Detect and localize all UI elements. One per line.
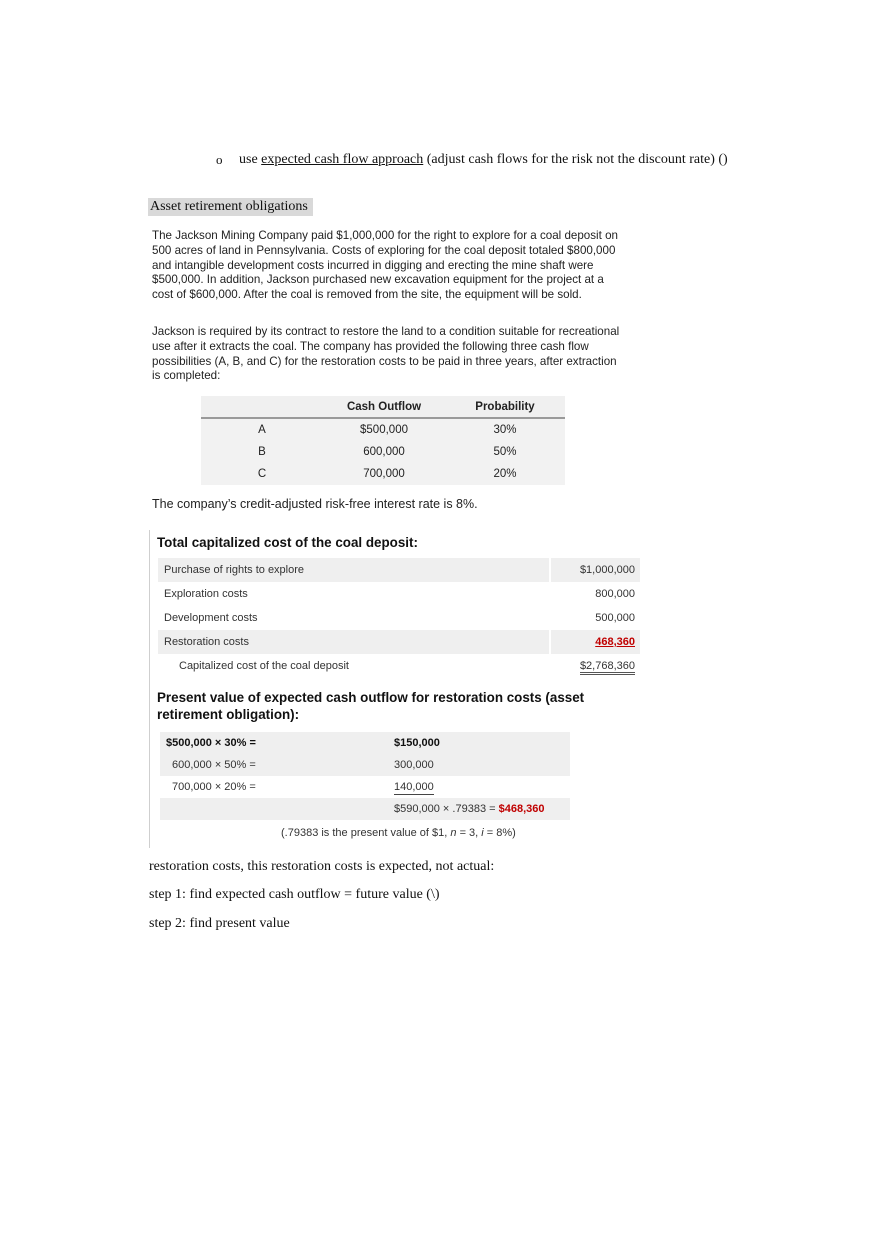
note-text: (.79383 is the present value of $1, <box>281 827 451 839</box>
present-value-table <box>160 732 570 820</box>
total-cell <box>378 798 570 820</box>
table-row <box>160 754 570 776</box>
pv-note <box>281 827 516 839</box>
result-cell: $150,000 <box>378 732 570 754</box>
calc-cell: $500,000 × 30% = <box>160 732 378 754</box>
row-value: 800,000 <box>595 588 635 600</box>
bullet-marker: o <box>216 152 223 167</box>
note-n: n <box>450 827 457 839</box>
table-row <box>158 558 640 582</box>
table-row <box>158 606 640 630</box>
interest-rate-text: The company’s credit-adjusted risk-free interest rate is 8%. <box>152 497 478 511</box>
expected-cash-flow-link[interactable]: expected cash flow approach <box>261 152 424 167</box>
table-cell: A <box>201 418 323 441</box>
note-line-2: step 1: find expected cash outflow = future value (\) <box>149 887 440 902</box>
bullet-prefix: use <box>239 152 262 167</box>
table-cell: 30% <box>445 418 565 441</box>
result-cell: 300,000 <box>378 754 570 776</box>
present-value-title: Present value of expected cash outflow for restoration costs (asset retirement obligation): <box>157 690 585 722</box>
row-label: Exploration costs <box>164 588 248 600</box>
table-cell: B <box>201 441 323 463</box>
calc-cell: 700,000 × 20% = <box>172 781 256 793</box>
note-i: i <box>481 827 484 839</box>
table-header <box>201 396 323 418</box>
row-label: Development costs <box>164 612 258 624</box>
restoration-cost-value: 468,360 <box>595 636 635 648</box>
note-line-1: restoration costs, this restoration costs is expected, not actual: <box>149 859 495 874</box>
bullet-suffix: (adjust cash flows for the risk not the discount rate) () <box>423 152 728 167</box>
calc-cell <box>160 798 378 820</box>
table-cell: $500,000 <box>323 418 445 441</box>
note-line-3: step 2: find present value <box>149 916 290 931</box>
table-header-row <box>201 396 565 418</box>
total-capitalized-value: $2,768,360 <box>580 660 635 675</box>
problem-paragraph-2: Jackson is required by its contract to restore the land to a condition suitable for recreational use after it extracts the coal. The company has provided the following three cash flow possibilities (A, B, and C) for the restoration costs to be paid in three years, after extraction is completed: <box>152 325 620 383</box>
row-value <box>550 630 640 654</box>
result-cell <box>378 776 570 798</box>
total-formula: $590,000 × .79383 = <box>394 803 499 815</box>
table-cell: 50% <box>445 441 565 463</box>
table-row <box>201 418 565 441</box>
section-heading: Asset retirement obligations <box>148 198 313 216</box>
table-row <box>160 798 570 820</box>
divider <box>149 530 150 848</box>
row-value: 500,000 <box>595 612 635 624</box>
capitalized-cost-table <box>158 558 640 678</box>
row-label: Capitalized cost of the coal deposit <box>179 660 349 672</box>
table-cell: 700,000 <box>323 463 445 485</box>
table-cell: C <box>201 463 323 485</box>
row-label: Purchase of rights to explore <box>158 558 550 582</box>
table-row <box>158 654 640 678</box>
last-result-value: 140,000 <box>394 781 434 793</box>
capitalized-cost-title: Total capitalized cost of the coal deposit: <box>157 535 418 550</box>
calc-cell: 600,000 × 50% = <box>160 754 378 776</box>
table-row <box>158 630 640 654</box>
row-value: $1,000,000 <box>550 558 640 582</box>
note-text: = 3, <box>456 827 482 839</box>
note-text: = 8%) <box>483 827 516 839</box>
table-header: Cash Outflow <box>323 396 445 418</box>
row-label: Restoration costs <box>158 630 550 654</box>
table-row <box>201 441 565 463</box>
table-row <box>160 732 570 754</box>
row-value <box>550 654 640 678</box>
table-header: Probability <box>445 396 565 418</box>
table-row <box>201 463 565 485</box>
total-result: $468,360 <box>498 803 545 815</box>
cash-flow-table <box>201 396 565 485</box>
table-cell: 20% <box>445 463 565 485</box>
problem-paragraph-1: The Jackson Mining Company paid $1,000,000 for the right to explore for a coal deposit on 500 acres of land in Pennsylvania. Costs of exploring for the coal deposit totaled $800,000 and intangible development costs incurred in digging and erecting the mine shaft were $500,000. In addition, Jackson purchased new excavation equipment for the project at a cost of $600,000. After the coal is removed from the site, the equipment will be sold. <box>152 229 618 302</box>
table-row <box>158 582 640 606</box>
bullet-text <box>239 150 729 169</box>
table-row <box>160 776 570 798</box>
table-cell: 600,000 <box>323 441 445 463</box>
